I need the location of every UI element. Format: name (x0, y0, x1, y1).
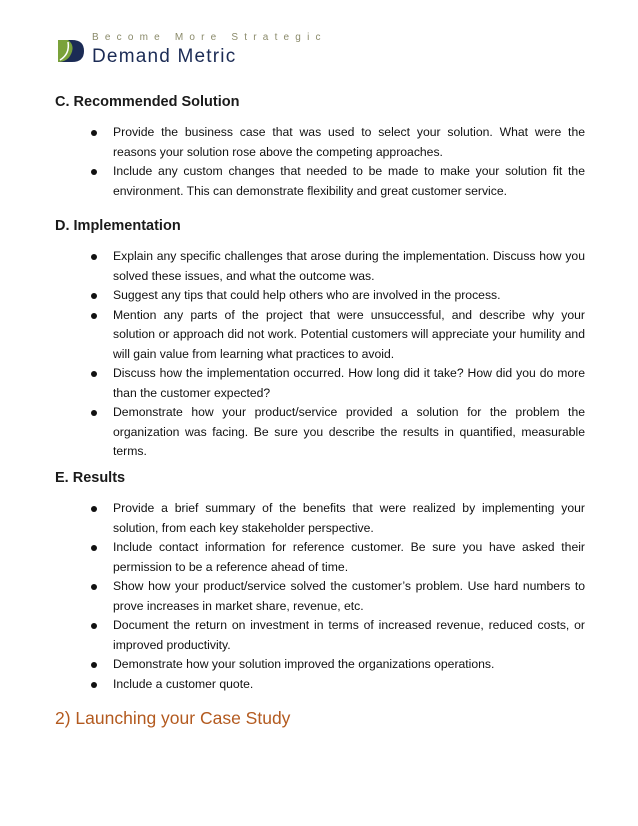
list-item-text: Explain any specific challenges that arose during the implementation. Discuss how you solved these issues, and what the outcome was. (113, 249, 585, 283)
list-item-text: Demonstrate how your product/service provided a solution for the problem the organization was facing. Be sure you describe the results in quantified, measurable terms. (113, 405, 585, 458)
bullet-icon (91, 313, 97, 319)
section-implementation (55, 218, 585, 462)
list-item (55, 306, 585, 365)
list-item-text: Document the return on investment in terms of increased revenue, reduced costs, or improved productivity. (113, 618, 585, 652)
bullet-list (55, 123, 585, 201)
demand-metric-logo (56, 30, 327, 70)
section-heading: C. Recommended Solution (55, 94, 240, 110)
list-item-text: Provide a brief summary of the benefits that were realized by implementing your solution, from each key stakeholder perspective. (113, 501, 585, 535)
list-item (55, 123, 585, 162)
bullet-icon (91, 623, 97, 629)
bullet-icon (91, 169, 97, 175)
bullet-icon (91, 662, 97, 668)
logo-tagline: Become More Strategic (92, 32, 327, 43)
list-item (55, 538, 585, 577)
list-item-text: Include any custom changes that needed to be made to make your solution fit the environment. This can demonstrate flexibility and great customer service. (113, 164, 585, 198)
list-item-text: Provide the business case that was used to select your solution. What were the reasons your solution rose above the competing approaches. (113, 125, 585, 159)
list-item-text: Include a customer quote. (113, 676, 254, 691)
section-recommended-solution (55, 94, 585, 201)
list-item (55, 616, 585, 655)
bullet-icon (91, 130, 97, 136)
section-heading: E. Results (55, 470, 126, 486)
section-heading: D. Implementation (55, 218, 181, 234)
bullet-icon (91, 682, 97, 688)
list-item (55, 655, 585, 675)
list-item-text: Demonstrate how your solution improved the organizations operations. (113, 657, 495, 671)
list-item-text: Include contact information for reference customer. Be sure you have asked their permission to be a reference ahead of time. (113, 540, 585, 574)
bullet-list (55, 499, 585, 694)
list-item (55, 403, 585, 462)
list-item-text: Show how your product/service solved the customer’s problem. Use hard numbers to prove increases in market share, revenue, etc. (113, 579, 585, 613)
list-item (55, 247, 585, 286)
bullet-icon (91, 254, 97, 260)
launch-case-study-heading: 2) Launching your Case Study (55, 708, 291, 728)
list-item (55, 162, 585, 201)
section-results (55, 470, 585, 694)
list-item (55, 499, 585, 538)
bullet-icon (91, 410, 97, 416)
list-item-text: Suggest any tips that could help others who are involved in the process. (113, 288, 501, 302)
bullet-list (55, 247, 585, 462)
bullet-icon (91, 545, 97, 551)
bullet-icon (91, 506, 97, 512)
list-item (55, 286, 585, 306)
list-item (55, 577, 585, 616)
list-item (55, 364, 585, 403)
bullet-icon (91, 293, 97, 299)
list-item-text: Discuss how the implementation occurred. How long did it take? How did you do more than the customer expected? (113, 366, 585, 400)
list-item (55, 675, 585, 695)
list-item-text: Mention any parts of the project that were unsuccessful, and describe why your solution or approach did not work. Potential customers will appreciate your humility and will gain value from learning what practices to avoid. (113, 307, 585, 361)
logo-mark-icon (56, 36, 86, 66)
logo-brand-name: Demand Metric (92, 46, 237, 67)
bullet-icon (91, 371, 97, 377)
bullet-icon (91, 584, 97, 590)
